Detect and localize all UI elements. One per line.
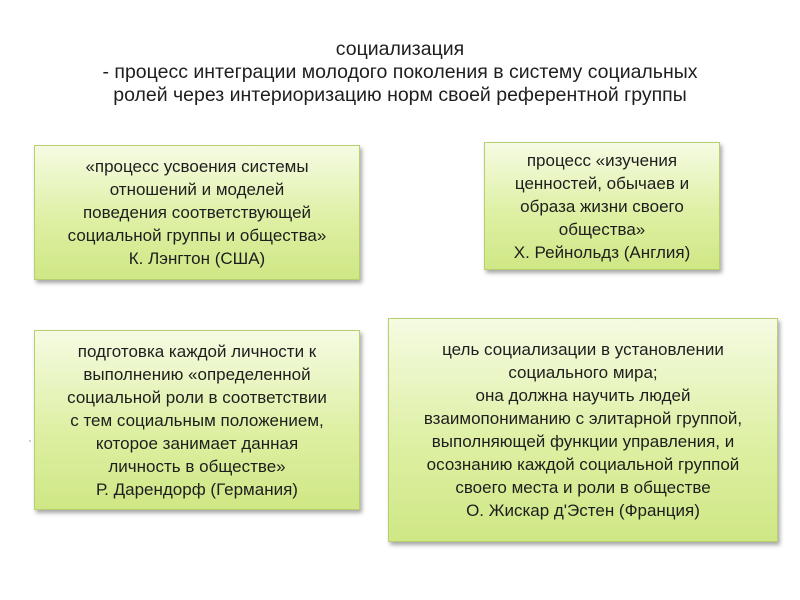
definition-author: О. Жискар д'Эстен (Франция) (466, 501, 700, 520)
definition-line: поведения соответствующей (82, 203, 312, 222)
definition-line: «процесс усвоения системы (85, 157, 309, 176)
definition-line: своего места и роли в обществе (455, 478, 711, 497)
definition-box-langton (34, 145, 360, 280)
definition-box-giscard (388, 318, 778, 542)
definition-line: с тем социальным положением, (70, 410, 324, 430)
definition-author: Х. Рейнольдз (Англия) (513, 242, 691, 262)
definition-line: социальной группы и общества» (67, 226, 327, 245)
definition-line: взаимопониманию с элитарной группой, (423, 409, 743, 428)
definition-line: личность в обществе» (108, 456, 286, 476)
definition-line: отношений и моделей (109, 180, 285, 199)
definition-line: процесс «изучения (526, 150, 678, 170)
definition-author: Р. Дарендорф (Германия) (96, 479, 298, 499)
title-definition-line-1: - процесс интеграции молодого поколения в систему социальных (102, 61, 698, 83)
definition-author: К. Лэнгтон (США) (128, 249, 266, 268)
definition-line: социальной роли в соответствии (67, 387, 327, 407)
definition-line: которое занимает данная (95, 433, 299, 453)
definition-line: подготовка каждой личности к (77, 341, 317, 361)
definition-line: образа жизни своего (520, 196, 684, 216)
definition-line: ценностей, обычаев и (514, 173, 690, 193)
definition-line: выполняющей функции управления, и (431, 432, 735, 451)
title-term: социализация (335, 38, 465, 60)
definition-line: осознанию каждой социальной группой (426, 455, 740, 474)
definition-line: цель социализации в установлении (442, 340, 724, 359)
definition-line: она должна научить людей (475, 386, 691, 405)
title-definition-line-2: ролей через интериоризацию норм своей референтной группы (113, 84, 687, 106)
definition-line: социального мира; (508, 363, 658, 382)
definition-box-dahrendorf (34, 330, 360, 510)
definition-line: выполнению «определенной (83, 364, 311, 384)
definition-box-reynolds (484, 142, 720, 270)
definition-line: общества» (558, 219, 646, 239)
slide-title (60, 38, 740, 107)
stray-dot (29, 440, 31, 442)
